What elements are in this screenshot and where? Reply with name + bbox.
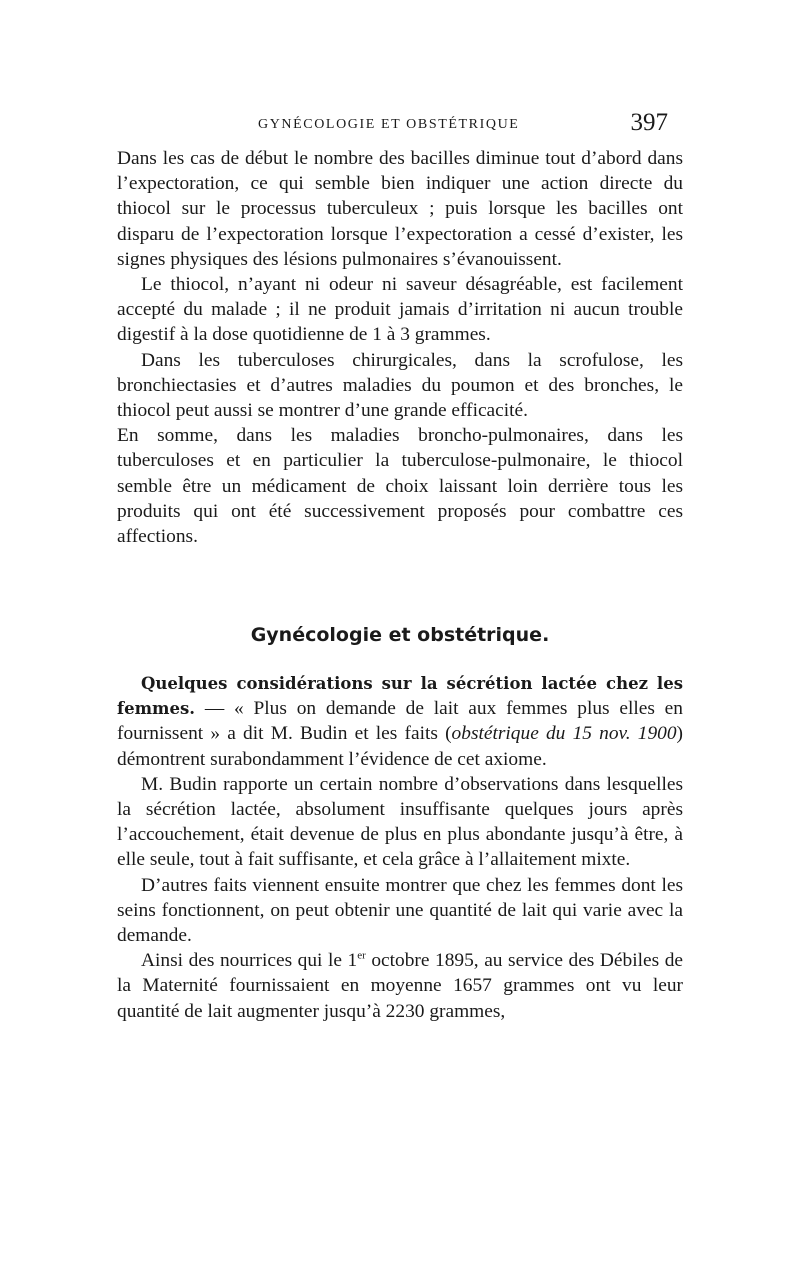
lead-dash: —: [195, 698, 235, 720]
article-title: Quelques considérations sur la sécrétion lactée chez les femmes.: [117, 674, 683, 719]
paragraph: [117, 671, 683, 772]
paragraph: [117, 948, 683, 1024]
paragraph: Dans les cas de début le nombre des bacilles diminue tout d’abord dans l’expectoration, ce qui semble bien indiquer une action directe du thiocol sur le processus tuberculeux ; puis lorsque les bacilles ont disparu de l’expectoration lorsque l’expectoration a cessé d’exister, les signes physiques des lésions pulmonaires s’évanouissent.: [117, 148, 683, 270]
paragraph: En somme, dans les maladies broncho-pulmonaires, dans les tuberculoses et en particulier la tuberculose-pulmonaire, le thiocol semble être un médicament de choix laissant loin derrière tous les produits qui ont été successivement proposés pour combattre ces affections.: [117, 425, 683, 548]
section-heading: Gynécologie et obstétrique.: [250, 624, 550, 646]
p4-start: Ainsi des nourrices qui le 1: [141, 950, 358, 972]
page-number: 397: [630, 109, 668, 136]
paragraph: D’autres faits viennent ensuite montrer que chez les femmes dont les seins fonctionnent, on peut obtenir une quantité de lait qui varie avec la demande.: [117, 874, 683, 947]
body-text-top: [117, 146, 683, 549]
lead-tail: ) démontrent surabondamment l’évidence de cet axiome.: [117, 723, 683, 770]
citation: obstétrique du 15 nov. 1900: [451, 723, 677, 745]
superscript: er: [357, 949, 366, 962]
p4-end: octobre 1895, au service des Débiles de la Maternité fournissaient en moyenne 1657 grammes ont vu leur quantité de lait augmenter jusqu’à 2230 grammes,: [117, 950, 683, 1022]
paragraph: M. Budin rapporte un certain nombre d’observations dans lesquelles la sécrétion lactée, absolument insuffisante quelques jours après l’accouchement, était devenue de plus en plus abondante jusqu’à être, à elle seule, tout à fait suffisante, et cela grâce à l’allaitement mixte.: [117, 773, 683, 871]
paragraph: Dans les tuberculoses chirurgicales, dans la scrofulose, les bronchiectasies et d’autres maladies du poumon et des bronches, le thiocol peut aussi se montrer d’une grande efficacité.: [117, 349, 683, 422]
running-head: [118, 109, 674, 145]
paragraph: Le thiocol, n’ayant ni odeur ni saveur désagréable, est facilement accepté du malade ; il ne produit jamais d’irritation ni aucun trouble digestif à la dose quotidienne de 1 à 3 grammes.: [117, 274, 683, 346]
lead-text: « Plus on demande de lait aux femmes plus elles en fournissent » a dit M. Budin et les faits (: [117, 698, 683, 745]
running-title: GYNÉCOLOGIE ET OBSTÉTRIQUE: [258, 117, 520, 132]
body-text-bottom: [117, 671, 683, 1024]
